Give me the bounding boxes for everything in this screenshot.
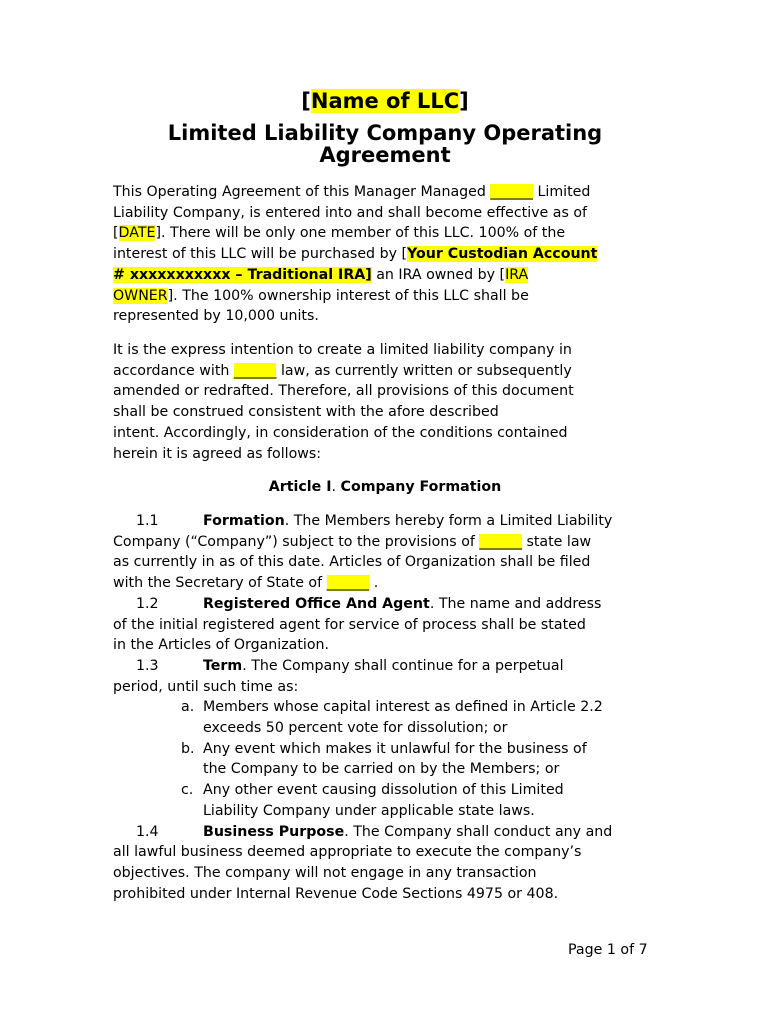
text: an IRA owned by [ <box>371 266 506 283</box>
section-1-3 <box>113 656 673 677</box>
text: the Company to be carried on by the Members; or <box>203 761 560 778</box>
section-number: 1.2 <box>136 595 159 612</box>
text: Company (“Company”) subject to the provisions of <box>113 533 480 550</box>
text: objectives. The company will not engage in any transaction <box>113 864 537 881</box>
text: Liability Company, is entered into and shall become effective as of <box>113 204 588 221</box>
text: . The Company shall continue for a perpetual <box>242 657 564 674</box>
list-item <box>113 739 673 760</box>
text: Article I <box>268 479 332 495</box>
document-title <box>0 122 770 166</box>
date-placeholder: DATE <box>118 225 156 242</box>
bracket-close: ] <box>459 89 469 113</box>
secretary-state-blank: ______ <box>326 575 370 592</box>
ira-owner-placeholder-2: OWNER <box>113 287 168 304</box>
text: in the Articles of Organization. <box>113 637 330 654</box>
text: exceeds 50 percent vote for dissolution; or <box>203 720 508 737</box>
text: with the Secretary of State of <box>113 575 327 592</box>
text: state law <box>521 533 592 550</box>
text: prohibited under Internal Revenue Code Sections 4975 or 408. <box>113 885 559 902</box>
bracket-open: [ <box>301 89 311 113</box>
section-number: 1.1 <box>136 513 159 529</box>
sections-body <box>113 511 673 904</box>
text: ]. The 100% ownership interest of this LLC shall be <box>167 287 529 304</box>
section-1-2 <box>113 594 673 615</box>
custodian-placeholder-1: Your Custodian Account <box>407 246 598 263</box>
section-heading: Registered Office And Agent <box>203 595 430 612</box>
intention-paragraph <box>113 340 673 464</box>
article-heading <box>0 477 770 498</box>
state-law-blank: ______ <box>479 533 522 550</box>
section-heading: Business Purpose <box>203 823 345 840</box>
text: of the initial registered agent for service of process shall be stated <box>113 616 586 633</box>
text: Limited <box>532 184 591 200</box>
llc-name-placeholder: Name of LLC <box>310 89 460 113</box>
text: represented by 10,000 units. <box>113 308 319 325</box>
text: Any other event causing dissolution of this Limited <box>203 782 564 799</box>
list-letter: b. <box>181 740 195 757</box>
text: accordance with <box>113 362 234 379</box>
text: Members whose capital interest as defined in Article 2.2 <box>203 699 603 716</box>
list-item <box>113 780 673 801</box>
text: intent. Accordingly, in consideration of the conditions contained <box>113 424 568 441</box>
text: Liability Company under applicable state laws. <box>203 802 535 819</box>
list-letter: c. <box>181 782 194 799</box>
section-number: 1.3 <box>136 657 159 674</box>
text: . The Members hereby form a Limited Liability <box>284 513 613 529</box>
law-blank: ______ <box>233 362 277 379</box>
section-heading: Formation <box>203 513 285 529</box>
title-line-1: Limited Liability Company Operating <box>167 121 603 145</box>
text: interest of this LLC will be purchased by [ <box>113 246 408 263</box>
text: Any event which makes it unlawful for the business of <box>203 740 587 757</box>
section-1-4 <box>113 822 673 843</box>
text: . <box>369 575 379 592</box>
page-number: Page 1 of 7 <box>568 942 648 958</box>
text: Company Formation <box>340 479 502 495</box>
text: This Operating Agreement of this Manager Managed <box>113 184 491 200</box>
list-letter: a. <box>181 699 195 716</box>
section-number: 1.4 <box>136 823 159 840</box>
list-item <box>113 697 673 718</box>
state-blank: ______ <box>490 184 533 200</box>
text: amended or redrafted. Therefore, all provisions of this document <box>113 383 574 400</box>
custodian-placeholder-2: # xxxxxxxxxxx – Traditional IRA] <box>113 266 372 283</box>
section-heading: Term <box>203 657 243 674</box>
text: ]. There will be only one member of this LLC. 100% of the <box>155 225 566 242</box>
text: It is the express intention to create a limited liability company in <box>113 342 572 358</box>
text: shall be construed consistent with the afore described <box>113 404 499 421</box>
text: period, until such time as: <box>113 678 299 695</box>
text: law, as currently written or subsequently <box>276 362 572 379</box>
intro-paragraph <box>113 182 673 327</box>
text: herein it is agreed as follows: <box>113 445 322 462</box>
section-1-1 <box>113 511 673 532</box>
text: as currently in as of this date. Articles of Organization shall be filed <box>113 554 591 571</box>
text: . <box>331 479 341 495</box>
title-line-2: Agreement <box>319 143 451 167</box>
text: all lawful business deemed appropriate to execute the company’s <box>113 844 582 861</box>
llc-name-heading <box>0 88 770 114</box>
text: . The name and address <box>429 595 602 612</box>
text: [ <box>113 225 119 242</box>
ira-owner-placeholder-1: IRA <box>505 266 529 283</box>
text: . The Company shall conduct any and <box>344 823 613 840</box>
